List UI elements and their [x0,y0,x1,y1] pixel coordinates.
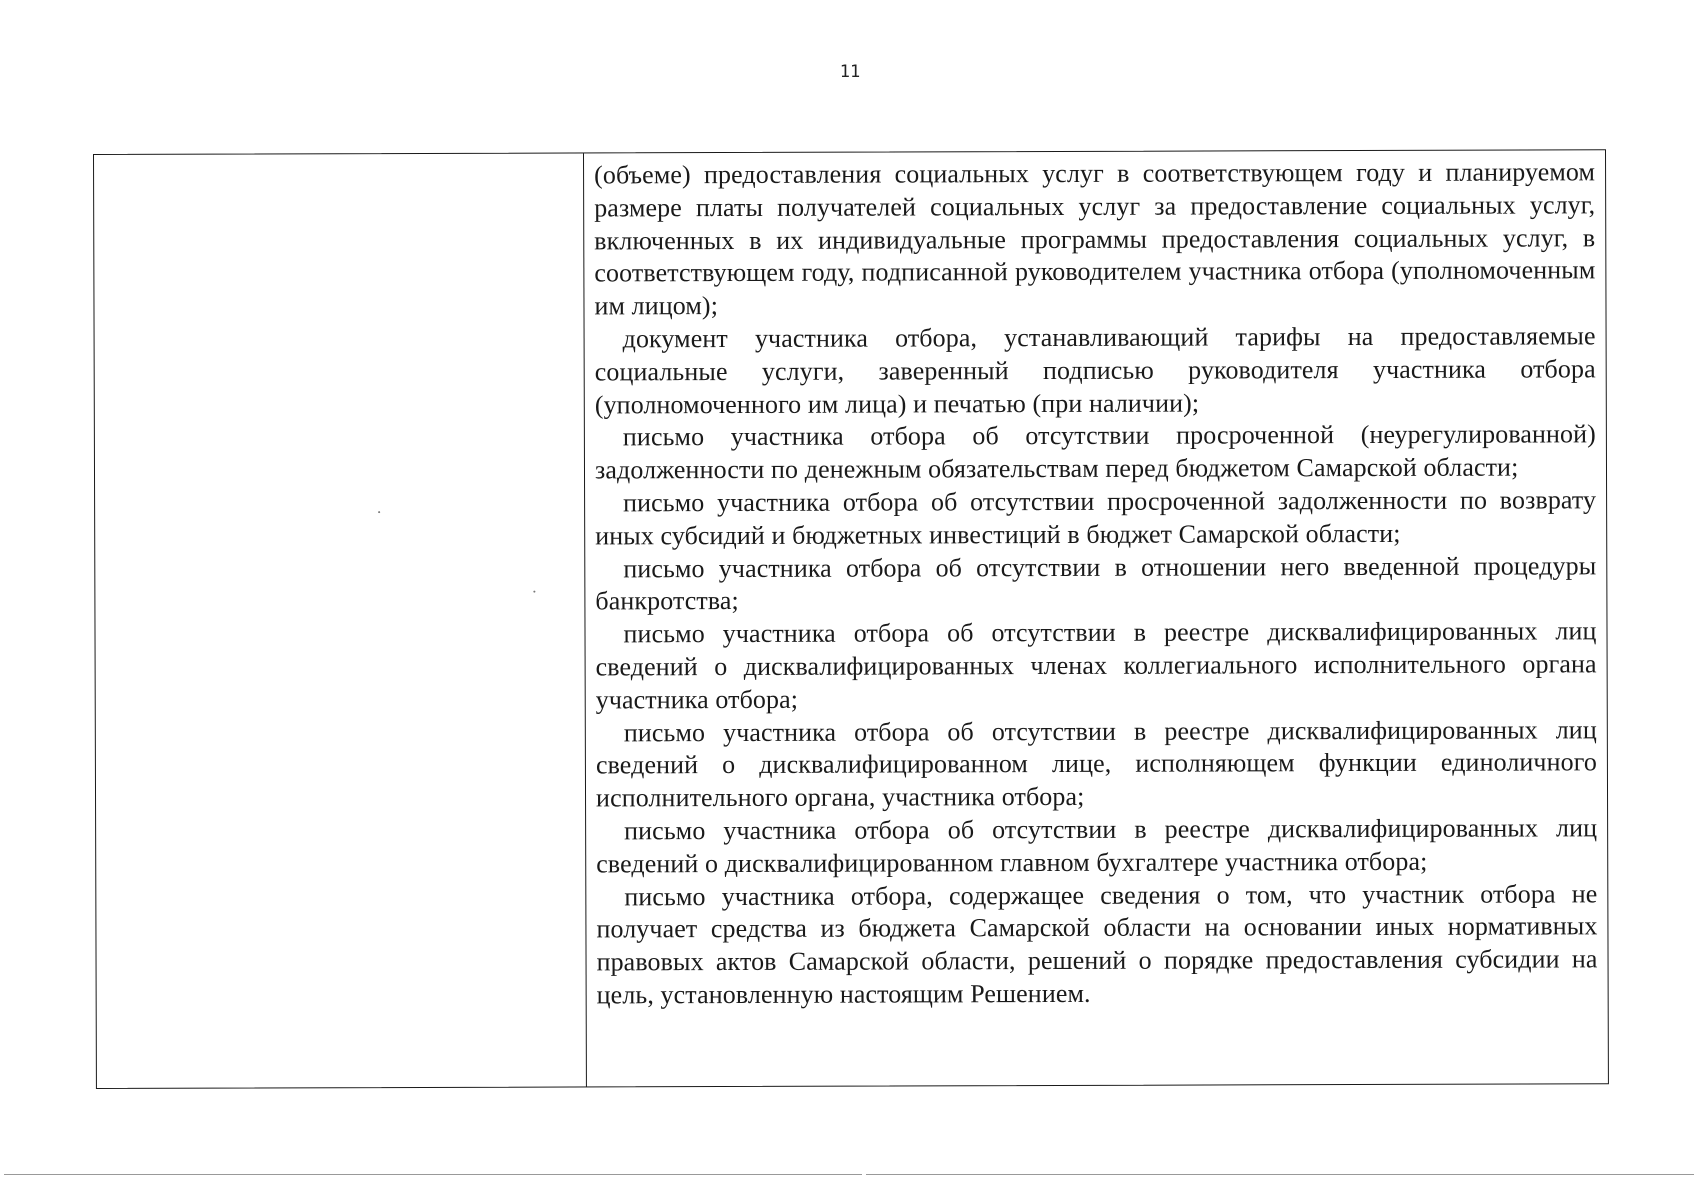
scan-footer-rule-right [866,1174,1694,1175]
paragraph-no-disqualified-executive: письмо участника отбора об отсутствии в реестре дисквалифицированных лиц сведений о дисквалифицированном лице, исполняющем функции единоличного исполнительного органа, участника отбора; [595,714,1597,813]
paragraph-no-subsidy-debt: письмо участника отбора об отсутствии просроченной задолженности по возврату иных субсидий и бюджетных инвестиций в бюджет Самарской области; [595,485,1597,551]
paragraph-tariff-document: документ участника отбора, устанавливающий тарифы на предоставляемые социальные услуги, заверенный подписью руководителя участника отбора (уполномоченного им лица) и печатью (при наличии); [594,321,1596,420]
document-table [93,149,1609,1089]
paragraph-no-disqualified-accountant: письмо участника отбора об отсутствии в реестре дисквалифицированных лиц сведений о дисквалифицированном главном бухгалтере участника отбора; [596,813,1598,879]
paragraph-no-disqualified-board: письмо участника отбора об отсутствии в реестре дисквалифицированных лиц сведений о дисквалифицированных членах коллегиального исполнительного органа участника отбора; [595,616,1597,715]
scan-speck [533,591,535,593]
page-number: 11 [839,62,861,82]
table-right-cell [584,150,1608,1086]
table-left-cell-empty [94,153,587,1088]
paragraph-no-bankruptcy: письмо участника отбора об отсутствии в отношении него введенной процедуры банкротства; [595,550,1597,616]
paragraph-no-other-funding: письмо участника отбора, содержащее сведения о том, что участник отбора не получает средства из бюджета Самарской области на основании иных нормативных правовых актов Самарской области, решений о порядке предоставления субсидии на цель, установленную настоящим Решением. [596,878,1598,1010]
scan-footer-rule-left [4,1174,862,1175]
paragraph-continuation: (объеме) предоставления социальных услуг в соответствующем году и планируемом размере платы получателей социальных услуг за предоставление социальных услуг, включенных в их индивидуальные программы предоставления социальных услуг, в соответствующем году, подписанной руководителем участника отбора (уполномоченным им лицом); [594,157,1596,321]
paragraph-no-overdue-debt: письмо участника отбора об отсутствии просроченной (неурегулированной) задолженности по денежным обязательствам перед бюджетом Самарской области; [594,419,1596,485]
scan-speck [378,511,380,513]
